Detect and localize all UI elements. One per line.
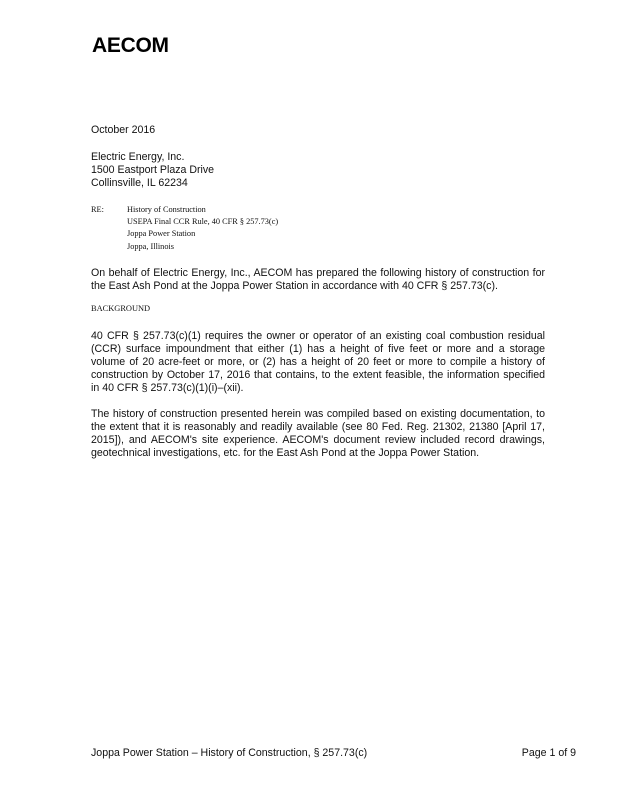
recipient-street: 1500 Eastport Plaza Drive	[91, 164, 215, 176]
company-logo: AECOM	[92, 34, 169, 57]
letter-body	[91, 124, 545, 460]
intro-paragraph: On behalf of Electric Energy, Inc., AECOM has prepared the following history of construction for the East Ash Pond at the Joppa Power Station in accordance with 40 CFR § 257.73(c).	[91, 266, 545, 292]
subject-label: RE:	[91, 205, 104, 214]
footer-title: Joppa Power Station – History of Construction, § 257.73(c)	[91, 747, 368, 759]
recipient-city: Collinsville, IL 62234	[91, 177, 188, 189]
recipient-company: Electric Energy, Inc.	[91, 151, 185, 163]
subject-line: History of Construction	[127, 205, 206, 214]
subject-line: USEPA Final CCR Rule, 40 CFR § 257.73(c)	[127, 217, 279, 227]
subject-block	[91, 204, 545, 253]
subject-lines	[127, 204, 278, 253]
page-number: Page 1 of 9	[521, 747, 576, 759]
page-footer	[91, 747, 576, 760]
recipient-address	[91, 151, 545, 190]
subject-line: Joppa, Illinois	[127, 241, 175, 251]
subject-line: Joppa Power Station	[127, 229, 196, 239]
background-heading: BACKGROUND	[91, 303, 151, 313]
history-paragraph: The history of construction presented herein was compiled based on existing documentation, to the extent that it is reasonably and readily available (see 80 Fed. Reg. 21302, 21380 [April 17, 2015]), and AECOM's site experience. AECOM's document review included record drawings, geotechnical investigations, etc. for the East Ash Pond at the Joppa Power Station.	[91, 407, 545, 459]
background-paragraph: 40 CFR § 257.73(c)(1) requires the owner or operator of an existing coal combustion residual (CCR) surface impoundment that either (1) has a height of five feet or more and a storage volume of 20 acre-feet or more, or (2) has a height of 20 feet or more to compile a history of construction by October 17, 2016 that contains, to the extent feasible, the information specified in 40 CFR § 257.73(c)(1)(i)–(xii).	[91, 329, 545, 394]
letter-date: October 2016	[91, 124, 156, 136]
